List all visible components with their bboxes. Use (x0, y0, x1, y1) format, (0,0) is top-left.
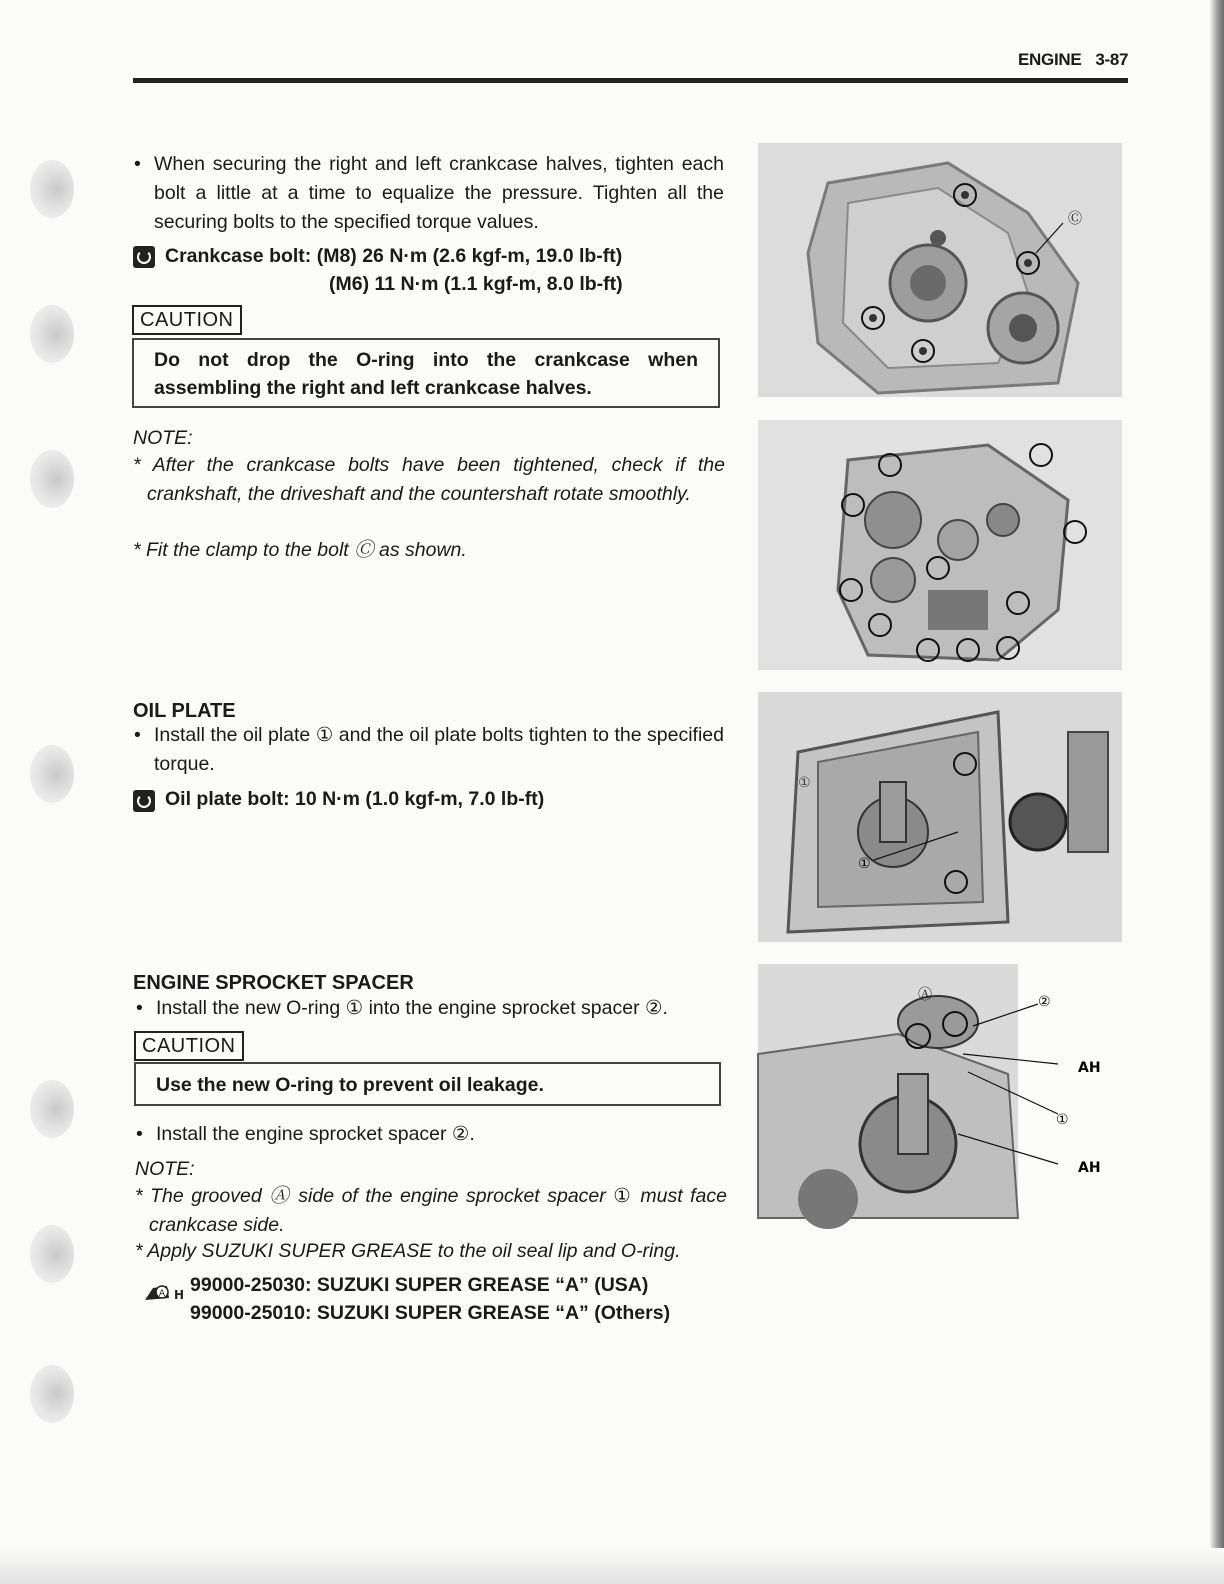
oil-plate-heading: OIL PLATE (133, 700, 236, 722)
sprocket-bullet-1: • Install the new O-ring ① into the engine sprocket spacer ②. (156, 994, 726, 1023)
page-edge-shadow (1210, 0, 1224, 1584)
page-header (1018, 50, 1128, 70)
sprocket-bullet-2: • Install the engine sprocket spacer ②. (156, 1120, 726, 1149)
binder-hole (30, 1365, 74, 1423)
grease-mark-label: AH (1078, 1160, 1101, 1176)
oil-plate-torque: Oil plate bolt: 10 N·m (1.0 kgf-m, 7.0 lb-ft) (165, 788, 545, 810)
grease-others: 99000-25010: SUZUKI SUPER GREASE “A” (Others) (190, 1302, 671, 1324)
binder-hole (30, 160, 74, 218)
grease-usa: 99000-25030: SUZUKI SUPER GREASE “A” (USA) (190, 1274, 649, 1296)
binder-hole (30, 305, 74, 363)
note-label: NOTE: (133, 427, 193, 449)
caution-box (134, 1062, 721, 1106)
caution-box (132, 338, 720, 408)
crankcase-photo (758, 143, 1122, 397)
callout-1-oring: ① (1056, 1112, 1069, 1128)
oil-plate-photo (758, 692, 1122, 942)
torque-wrench-icon (133, 246, 155, 268)
sprocket-note-2: * Apply SUZUKI SUPER GREASE to the oil seal lip and O-ring. (135, 1240, 681, 1262)
header-section: ENGINE (1018, 50, 1082, 69)
oil-plate-bullet: • Install the oil plate ① and the oil plate bolts tighten to the specified torque. (154, 721, 724, 779)
sprocket-heading: ENGINE SPROCKET SPACER (133, 972, 414, 994)
torque-wrench-icon (133, 790, 155, 812)
crankcase-bullet: • When securing the right and left crankcase halves, tighten each bolt a little at a time to equalize the pressure. Tighten all the securing bolts to the specified torque values. (154, 150, 724, 237)
callout-c: Ⓒ (1068, 211, 1082, 227)
header-rule (133, 78, 1128, 83)
sprocket-spacer-photo (758, 964, 1122, 1218)
crankcase-torque-line1: Crankcase bolt: (M8) 26 N·m (2.6 kgf-m, 19.0 lb-ft) (165, 245, 623, 267)
svg-text:A: A (158, 1289, 166, 1299)
callout-2: ② (1038, 994, 1051, 1010)
caution-label: CAUTION (134, 1031, 244, 1061)
binder-holes (0, 0, 80, 1584)
sprocket-note-1: * The grooved Ⓐ side of the engine sprocket spacer ① must face crankcase side. (135, 1185, 727, 1236)
crankcase-inner-photo (758, 420, 1122, 670)
caution-label: CAUTION (132, 305, 242, 335)
binder-hole (30, 745, 74, 803)
crankcase-note-1: * After the crankcase bolts have been tightened, check if the crankshaft, the driveshaft and the countershaft rotate smoothly. (133, 454, 725, 505)
binder-hole (30, 1225, 74, 1283)
binder-hole (30, 450, 74, 508)
header-page-number: 3-87 (1095, 50, 1129, 69)
page-bottom-shadow (0, 1548, 1224, 1584)
callout-a: Ⓐ (918, 987, 932, 1003)
binder-hole (30, 1080, 74, 1138)
caution-text: Do not drop the O-ring into the crankcase when assembling the right and left crankcase halves. (154, 349, 698, 399)
note-label: NOTE: (135, 1158, 195, 1180)
caution-text: Use the new O-ring to prevent oil leakage. (156, 1074, 544, 1096)
crankcase-note-2: * Fit the clamp to the bolt Ⓒ as shown. (133, 539, 467, 561)
callout-1: ① (858, 856, 871, 872)
grease-icon (143, 1280, 185, 1304)
callout-1-plate: ① (798, 775, 811, 791)
svg-text:H: H (174, 1288, 185, 1302)
crankcase-torque-line2: (M6) 11 N·m (1.1 kgf-m, 8.0 lb-ft) (329, 273, 623, 295)
grease-mark-label: AH (1078, 1060, 1101, 1076)
